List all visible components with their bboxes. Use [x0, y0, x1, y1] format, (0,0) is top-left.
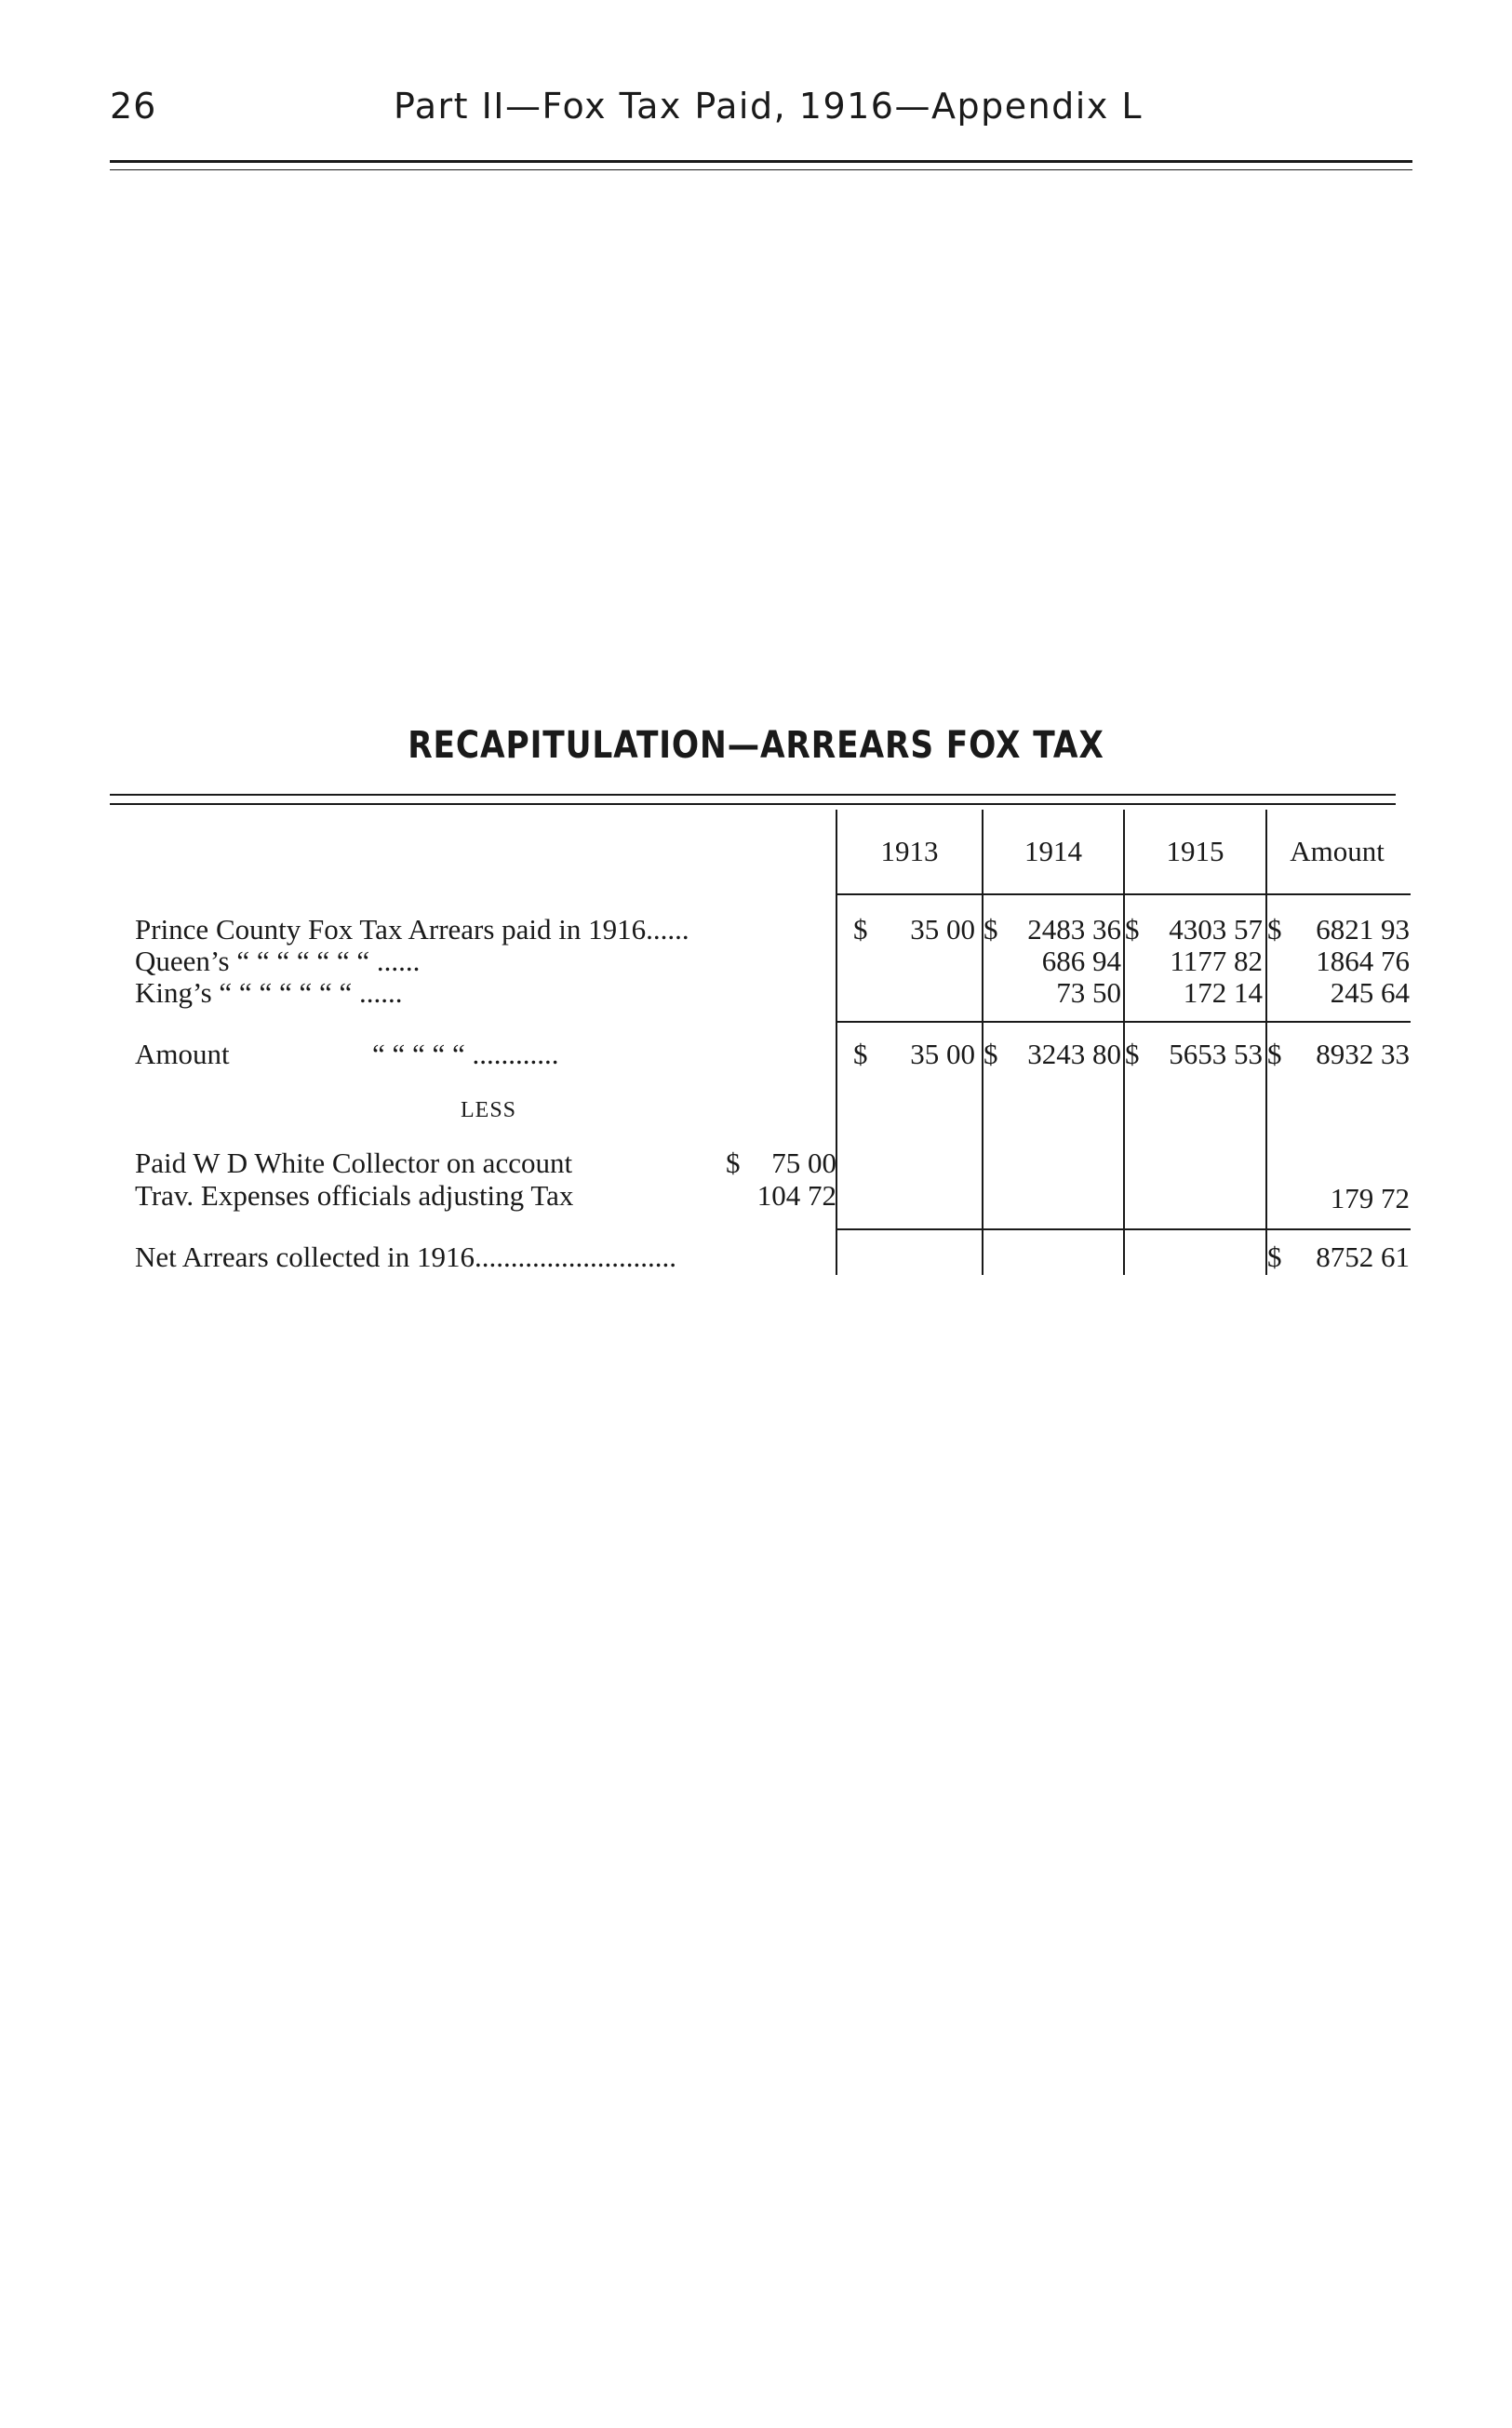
row-kings-label: King’s “ “ “ “ “ “ “ ......: [135, 976, 403, 1009]
net-amount-dollar: $: [1267, 1241, 1282, 1273]
deduction-trav-label: Trav. Expenses officials adjusting Tax: [135, 1179, 574, 1212]
amount-1913: 35 00: [910, 1038, 975, 1070]
col-head-1913: 1913: [880, 835, 939, 867]
title-rule-top: [110, 794, 1396, 796]
row-prince-1914: 2483 36: [1027, 913, 1121, 946]
row-queens-1915: 1177 82: [1170, 945, 1263, 977]
row-prince-1913: 35 00: [910, 913, 975, 946]
header-rule-top: [110, 160, 1412, 163]
row-prince-1915-dollar: $: [1125, 913, 1140, 946]
header-underline: [837, 893, 1411, 895]
amount-1914-dollar: $: [983, 1038, 998, 1070]
page-header: [110, 86, 1412, 141]
row-queens-1914: 686 94: [1041, 945, 1121, 977]
row-prince-amount: 6821 93: [1316, 913, 1410, 946]
deduction-trav-value: 104 72: [756, 1179, 836, 1212]
row-prince-amount-dollar: $: [1267, 913, 1282, 946]
row-prince-label: Prince County Fox Tax Arrears paid in 1916......: [135, 913, 689, 946]
deductions-total: 179 72: [1330, 1182, 1410, 1214]
row-prince-1915: 4303 57: [1169, 913, 1263, 946]
net-amount: 8752 61: [1316, 1241, 1410, 1273]
net-row-label: Net Arrears collected in 1916............................: [135, 1241, 676, 1273]
row-prince-1913-dollar: $: [853, 913, 868, 946]
amount-1913-dollar: $: [853, 1038, 868, 1070]
table-title: RECAPITULATION—ARREARS FOX TAX: [408, 724, 1104, 767]
less-label: LESS: [461, 1098, 517, 1122]
row-queens-label: Queen’s “ “ “ “ “ “ “ ......: [135, 945, 421, 977]
running-head: Part II—Fox Tax Paid, 1916—Appendix L: [394, 86, 1144, 127]
amount-total-dollar: $: [1267, 1038, 1282, 1070]
col-head-amount: Amount: [1290, 835, 1385, 867]
row-queens-amount: 1864 76: [1316, 945, 1410, 977]
page-number: 26: [110, 86, 157, 127]
title-rule-bottom: [110, 803, 1396, 805]
header-rule-bottom: [110, 169, 1412, 170]
deduction-paid-label: Paid W D White Collector on account: [135, 1147, 573, 1179]
deduction-paid-value: 75 00: [771, 1147, 836, 1179]
deduction-paid-dollar: $: [726, 1147, 741, 1179]
amount-1914: 3243 80: [1027, 1038, 1121, 1070]
row-prince-1914-dollar: $: [983, 913, 998, 946]
col-head-1915: 1915: [1166, 835, 1224, 867]
amount-1915-dollar: $: [1125, 1038, 1140, 1070]
row-kings-amount: 245 64: [1330, 976, 1410, 1009]
row-kings-1914: 73 50: [1056, 976, 1121, 1009]
col-head-1914: 1914: [1024, 835, 1082, 867]
amount-row-label: Amount: [135, 1038, 230, 1070]
amount-1915: 5653 53: [1169, 1038, 1263, 1070]
amount-total: 8932 33: [1316, 1038, 1410, 1070]
amount-row-ditto: “ “ “ “ “ ............: [372, 1038, 559, 1070]
row-kings-1915: 172 14: [1183, 976, 1263, 1009]
subtotal-underline: [837, 1021, 1411, 1023]
net-underline: [837, 1228, 1411, 1230]
